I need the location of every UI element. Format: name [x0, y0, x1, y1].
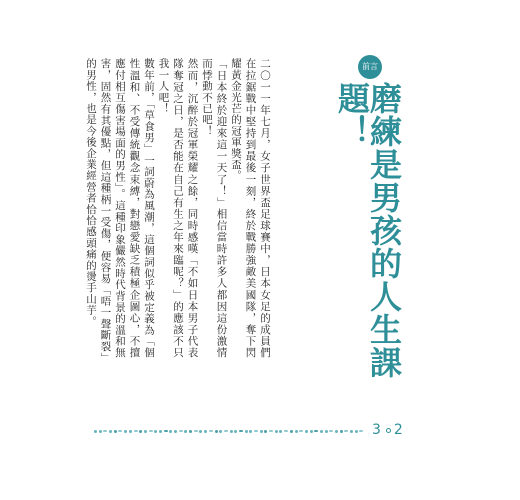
footer-dot-icon — [264, 430, 267, 433]
footer-dot-icon — [295, 430, 298, 433]
paragraph: 「日本終於迎來這一天了！」相信當時許多人都因這份激情而悸動不已吧！ — [201, 58, 228, 358]
footer-dot-icon — [224, 430, 228, 432]
footer-dot-icon — [159, 430, 162, 433]
footer-dot-icon — [184, 430, 187, 433]
footer-dot-icon — [144, 430, 147, 433]
footer-dot-icon — [284, 430, 288, 432]
footer-dot-icon — [109, 430, 112, 433]
footer-dot-icon — [359, 430, 363, 432]
paragraph: 二〇一一年七月，女子世界盃足球賽中，日本女足的成員們在拉鋸戰中堅持到最後一刻，終於戰勝強敵美國隊，奪下閃耀黃金光芒的冠軍獎盃。 — [230, 58, 271, 358]
section-badge: 前言 — [358, 55, 382, 79]
footer-dot-icon — [320, 430, 323, 433]
footer-dot-icon — [249, 430, 252, 433]
footer-dot-icon — [204, 430, 207, 433]
footer-dot-icon — [239, 430, 243, 432]
paragraph: 然而，沉醉於冠軍榮耀之餘，同時感嘆「不如日本男子代表隊奪冠之日，是否能在自己有生之年來臨呢？」的應該不只我一人吧！ — [157, 58, 199, 358]
footer-dot-icon — [164, 430, 168, 432]
page-number-digit: 3 — [372, 422, 383, 438]
footer-dot-icon — [329, 430, 333, 432]
chapter-title: 磨練是男孩的人生課題！ — [333, 82, 403, 379]
footer-dot-icon — [350, 430, 353, 433]
paragraph: 數年前，「草食男」一詞蔚為風潮，這個詞似乎被定義為「個性溫和、不受傳統觀念束縛，對戀愛缺乏積極企圖心，不擅應付相互傷害場面的男性」。這種印象儼然時代背景的溫和無害，固然有其優點，但這種柄一受傷，便容易「唔一聲斷裂」的男性，也是今後企業經營者恰恰感頭痛的燙手山芋。 — [85, 58, 155, 358]
footer-dot-icon — [134, 430, 138, 432]
footer-dot-icon — [114, 430, 117, 433]
footer-dot-icon — [314, 430, 318, 432]
footer-dot-icon — [169, 430, 172, 433]
footer-dot-icon — [124, 430, 127, 433]
footer-dot-icon — [94, 430, 97, 433]
footer-dot-icon — [129, 430, 132, 433]
footer-dot-icon — [234, 430, 237, 433]
footer-dot-icon — [290, 430, 293, 433]
footer-dot-icon — [199, 430, 202, 433]
page-number-separator-icon — [386, 428, 391, 433]
footer-dot-icon — [299, 430, 303, 432]
footer-dot-icon — [154, 430, 157, 433]
footer-dot-icon — [310, 430, 313, 433]
footer-dot-icon — [103, 430, 107, 432]
page-number — [372, 422, 405, 438]
footer-dot-icon — [139, 430, 142, 433]
footer-dot-icon — [219, 430, 222, 433]
footer-dot-icon — [260, 430, 263, 433]
footer-dot-icon — [340, 430, 343, 433]
footer-dot-icon — [209, 430, 213, 432]
footer-dot-icon — [174, 430, 177, 433]
footer-dot-icon — [344, 430, 348, 432]
footer-dot-icon — [355, 430, 358, 433]
footer-dot-icon — [275, 430, 278, 433]
footer-dot-icon — [245, 430, 248, 433]
footer-dot-icon — [194, 430, 198, 432]
footer-decoration — [94, 427, 364, 435]
footer-dot-icon — [279, 430, 282, 433]
footer-dot-icon — [254, 430, 258, 432]
footer-dot-icon — [325, 430, 328, 433]
footer-dot-icon — [189, 430, 192, 433]
footer-dot-icon — [305, 430, 308, 433]
footer-dot-icon — [179, 430, 183, 432]
footer-dot-icon — [230, 430, 233, 433]
footer-dot-icon — [118, 430, 122, 432]
footer-dot-icon — [149, 430, 153, 432]
footer-dot-icon — [269, 430, 273, 432]
body-text — [84, 58, 273, 358]
footer-dot-icon — [335, 430, 338, 433]
footer-dot-icon — [215, 430, 218, 433]
footer-dot-icon — [99, 430, 102, 433]
page-number-digit: 2 — [393, 422, 405, 438]
